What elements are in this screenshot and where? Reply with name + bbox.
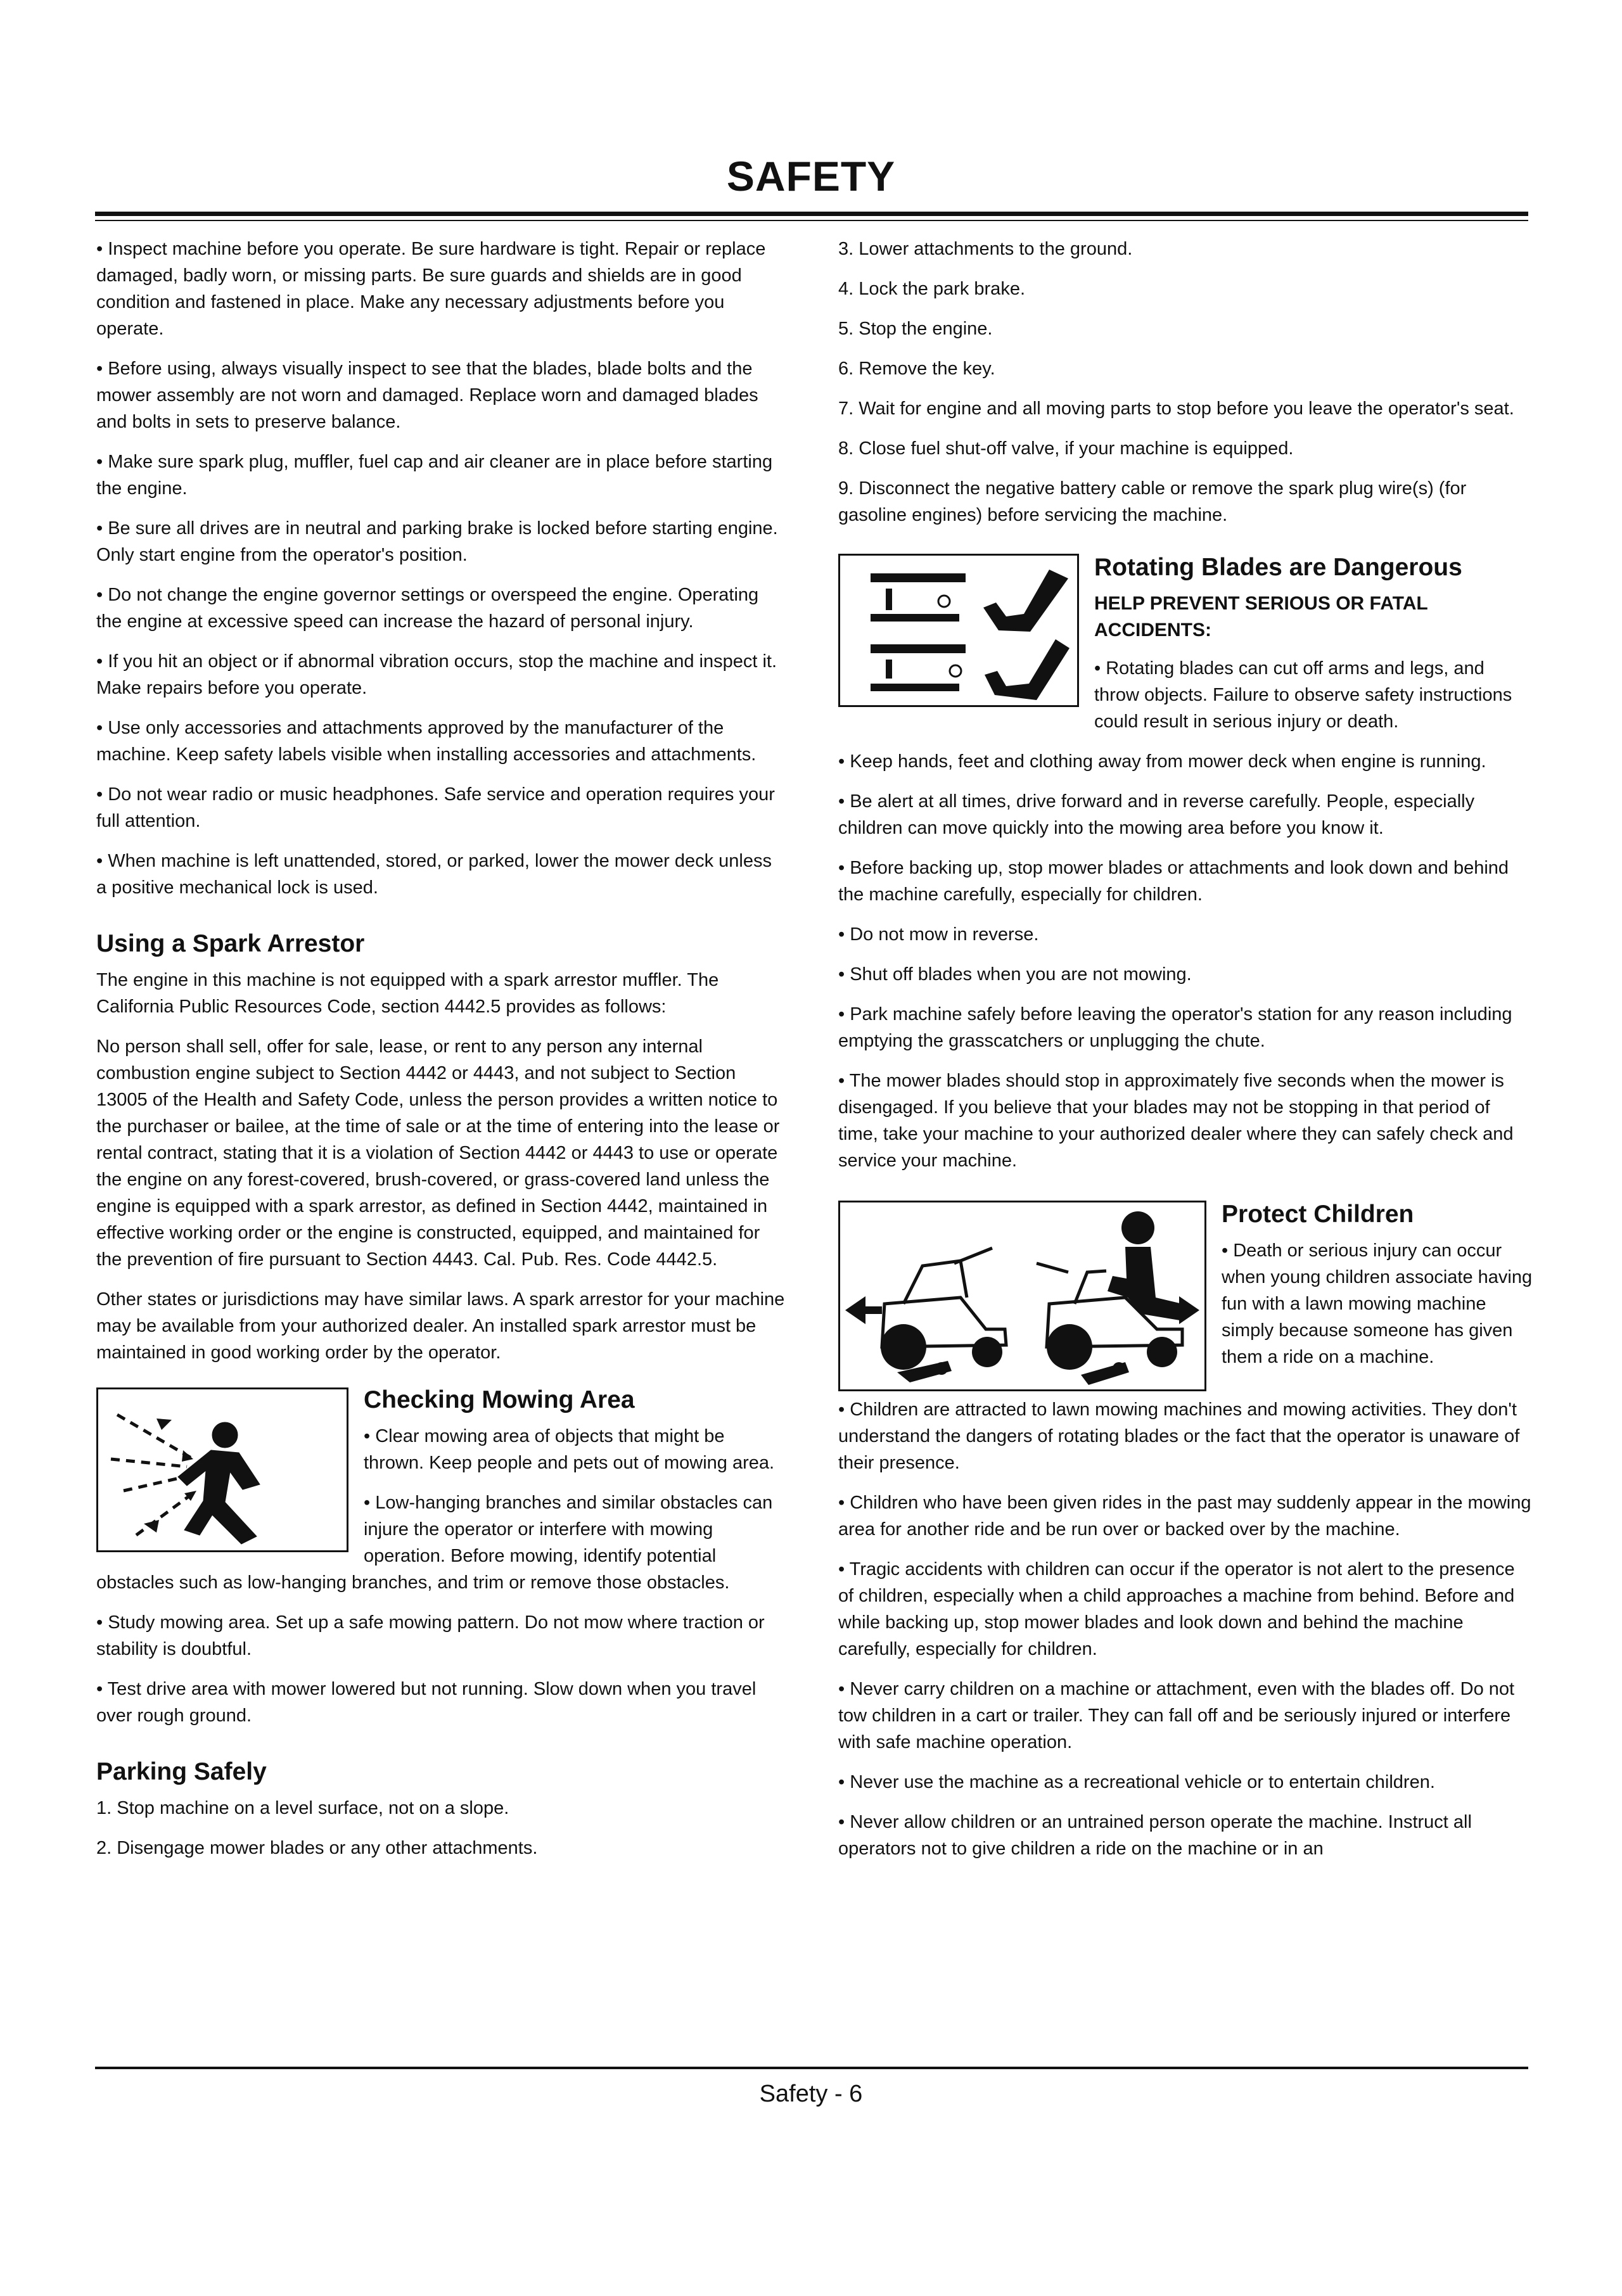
paragraph: • Do not mow in reverse. [838, 924, 1039, 945]
header-rule-thin [95, 220, 1528, 221]
paragraph: • When machine is left unattended, stored, or parked, lower the mower deck unless a positive mechanical lock is used. [96, 851, 772, 898]
section-heading-rotating-blades: Rotating Blades are Dangerous [1094, 554, 1462, 581]
section-heading-spark-arrestor: Using a Spark Arrestor [96, 930, 365, 957]
paragraph: • Test drive area with mower lowered but not running. Slow down when you travel over rough ground. [96, 1679, 757, 1726]
page-number: Safety - 6 [759, 2081, 863, 2107]
paragraph: No person shall sell, offer for sale, lease, or rent to any person any internal combustion engine subject to Section 4442 or 4443, and not subject to Section 13005 of the Health and Safety Code, unless the person provides a written notice to the purchaser or bailee, at the time of sale or at the time of entering into the lease or rental contract, stating that it is a violation of Section 4442 or 4443 to use or operate the engine on any forest-covered, brush-covered, or grass-covered land unless the engine is equipped with a spark arrestor, as defined in Section 4442, maintained in effective working order or the engine is constructed, equipped, and maintained for the prevention of fire pursuant to Section 4443. Cal. Pub. Res. Code 4442.5. [96, 1036, 780, 1270]
paragraph: • Inspect machine before you operate. Be sure hardware is tight. Repair or replace damaged, badly worn, or missing parts. Be sure guards and shields are in good condition and fastened in place. Make any necessary adjustments before you operate. [96, 239, 766, 339]
list-item: 9. Disconnect the negative battery cable or remove the spark plug wire(s) (for gasoline engines) before servicing the machine. [838, 478, 1467, 525]
paragraph: • Children who have been given rides in the past may suddenly appear in the mowing area for another ride and be run over or backed over by the machine. [838, 1493, 1531, 1540]
paragraph: • Low-hanging branches and similar obstacles can injure the operator or interfere with mowing operation. Before mowing, identify potential obstacles such as low-hanging branches, and trim or remove those obstacles. [96, 1493, 773, 1593]
list-item: 2. Disengage mower blades or any other attachments. [96, 1838, 538, 1858]
paragraph: • Do not change the engine governor settings or overspeed the engine. Operating the engine at excessive speed can increase the hazard of personal injury. [96, 585, 759, 632]
paragraph: • Never carry children on a machine or attachment, even with the blades off. Do not tow children in a cart or trailer. They can fall off and be seriously injured or interfere with safe machine operation. [838, 1679, 1515, 1752]
paragraph: Other states or jurisdictions may have similar laws. A spark arrestor for your machine may be available from your authorized dealer. An installed spark arrestor must be maintained in good working order by the operator. [96, 1289, 785, 1363]
paragraph: • Park machine safely before leaving the operator's station for any reason including emptying the grasscatchers or unplugging the chute. [838, 1004, 1512, 1051]
paragraph: • Clear mowing area of objects that might be thrown. Keep people and pets out of mowing area. [364, 1426, 775, 1473]
page-title: SAFETY [726, 153, 896, 200]
paragraph: • Shut off blades when you are not mowing. [838, 964, 1192, 985]
section-heading-protect-children: Protect Children [1222, 1201, 1414, 1228]
paragraph: • Never use the machine as a recreational vehicle or to entertain children. [838, 1772, 1435, 1792]
paragraph: • Before using, always visually inspect to see that the blades, blade bolts and the mower assembly are not worn and damaged. Replace worn and damaged blades and bolts in sets to preserve balance. [96, 359, 758, 432]
child-hazard-icon [838, 1201, 1206, 1391]
paragraph: • Keep hands, feet and clothing away from mower deck when engine is running. [838, 751, 1486, 772]
footer-rule [95, 2067, 1528, 2069]
list-item: 3. Lower attachments to the ground. [838, 239, 1133, 259]
section-heading-checking-mowing-area: Checking Mowing Area [364, 1386, 635, 1413]
list-item: 6. Remove the key. [838, 359, 995, 379]
list-item: 7. Wait for engine and all moving parts to stop before you leave the operator's seat. [838, 399, 1514, 419]
paragraph: • Death or serious injury can occur when young children associate having fun with a lawn mowing machine simply because someone has given them a ride on a machine. [1222, 1240, 1533, 1367]
thrown-object-hazard-icon [96, 1387, 348, 1552]
paragraph: • Tragic accidents with children can occur if the operator is not alert to the presence of children, especially when a child approaches a machine from behind. Before and while backing up, stop mower blades and look down and behind the machine carefully, especially for children. [838, 1559, 1515, 1659]
section-heading-parking-safely: Parking Safely [96, 1758, 267, 1785]
paragraph: • Never allow children or an untrained person operate the machine. Instruct all operators not to give children a ride on the machine or in an [838, 1812, 1472, 1859]
section-subheading-prevent-accidents: HELP PREVENT SERIOUS OR FATAL ACCIDENTS: [1094, 593, 1428, 641]
paragraph: • Children are attracted to lawn mowing machines and mowing activities. They don't understand the dangers of rotating blades or the fact that the operator is unaware of their presence. [838, 1400, 1520, 1473]
paragraph: • Study mowing area. Set up a safe mowing pattern. Do not mow where traction or stability is doubtful. [96, 1612, 765, 1659]
left-column [96, 236, 786, 1875]
right-column [838, 236, 1533, 1875]
section-rotating-blades [838, 552, 1533, 1174]
paragraph: • Rotating blades can cut off arms and legs, and throw objects. Failure to observe safety instructions could result in serious injury or death. [1094, 658, 1512, 732]
list-item: 5. Stop the engine. [838, 319, 993, 339]
list-item: 1. Stop machine on a level surface, not on a slope. [96, 1798, 509, 1818]
section-checking-mowing-area [96, 1385, 786, 1729]
paragraph: The engine in this machine is not equipped with a spark arrestor muffler. The California Public Resources Code, section 4442.5 provides as follows: [96, 970, 719, 1017]
list-item: 8. Close fuel shut-off valve, if your machine is equipped. [838, 438, 1294, 459]
paragraph: • Before backing up, stop mower blades or attachments and look down and behind the machine carefully, especially for children. [838, 858, 1509, 905]
list-item: 4. Lock the park brake. [838, 279, 1025, 299]
paragraph: • Make sure spark plug, muffler, fuel cap and air cleaner are in place before starting the engine. [96, 452, 773, 499]
paragraph: • Be alert at all times, drive forward and in reverse carefully. People, especially children can move quickly into the mowing area before you know it. [838, 791, 1475, 838]
paragraph: • Do not wear radio or music headphones. Safe service and operation requires your full attention. [96, 784, 775, 831]
section-protect-children [838, 1199, 1533, 1862]
paragraph: • The mower blades should stop in approximately five seconds when the mower is disengaged. If you believe that your blades may not be stopping in that period of time, take your machine to your authorized dealer where they can safely check and service your machine. [838, 1071, 1514, 1171]
paragraph: • Be sure all drives are in neutral and parking brake is locked before starting engine. Only start engine from the operator's position. [96, 518, 778, 565]
paragraph: • If you hit an object or if abnormal vibration occurs, stop the machine and inspect it. Make repairs before you operate. [96, 651, 777, 698]
paragraph: • Use only accessories and attachments approved by the manufacturer of the machine. Keep safety labels visible when installing accessories and attachments. [96, 718, 757, 765]
rotating-blades-hazard-icon [838, 554, 1079, 707]
header-rule-thick [95, 212, 1528, 216]
